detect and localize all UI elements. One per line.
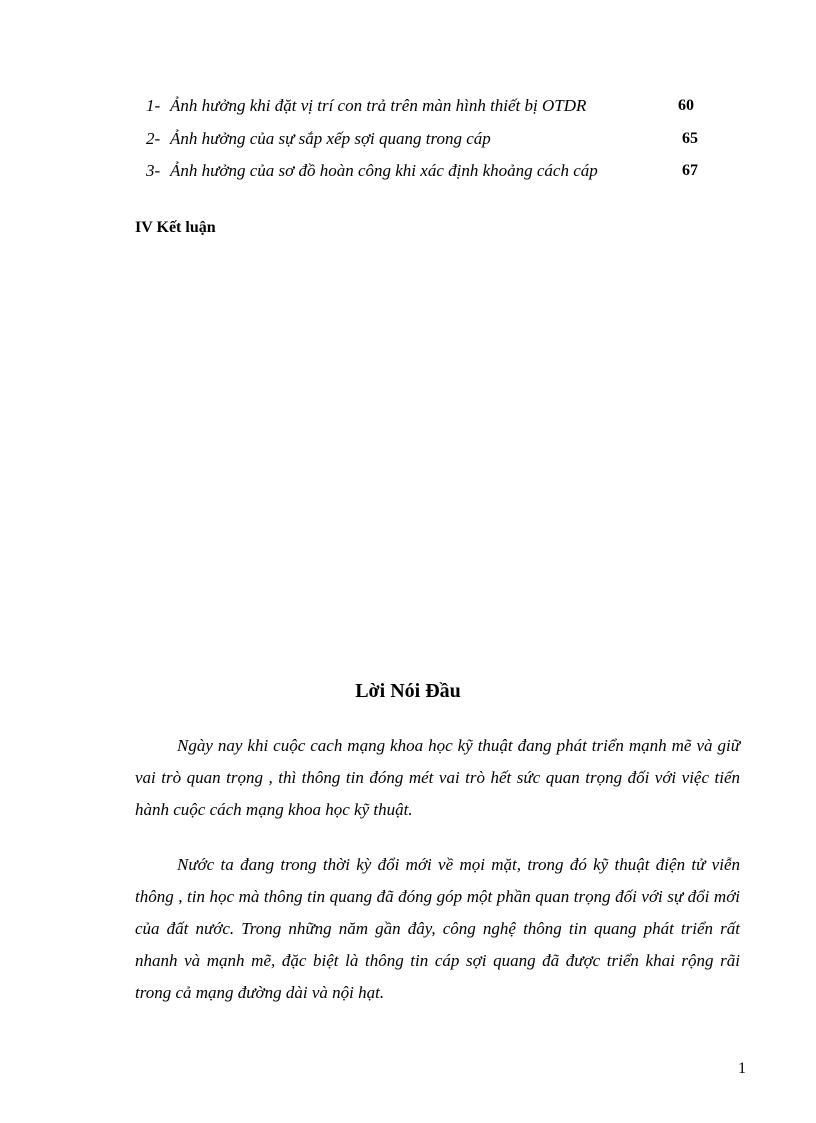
toc-item-number: 1-: [146, 96, 161, 115]
section-title: IV Kết luận: [135, 219, 216, 236]
toc-item: [146, 94, 706, 118]
toc-item-page: 67: [682, 162, 698, 179]
toc-item-number: 2-: [146, 129, 161, 148]
toc-item: [146, 159, 706, 183]
toc-item-text: Ảnh hưởng khi đặt vị trí con trả trên màn hình thiết bị OTDR: [170, 96, 587, 115]
toc-item-page: 60: [678, 97, 694, 114]
preface-paragraph: Ngày nay khi cuộc cach mạng khoa học kỹ thuật đang phát triển mạnh mẽ và giữ vai trò quan trọng , thì thông tin đóng mét vai trò hết sức quan trọng đối với việc tiến hành cuộc cách mạng khoa học kỹ thuật.: [135, 736, 740, 819]
toc-item: [146, 127, 706, 151]
toc-item-text: Ảnh hưởng của sơ đồ hoàn công khi xác định khoảng cách cáp: [170, 161, 598, 180]
preface-paragraph: Nước ta đang trong thời kỳ đổi mới về mọi mặt, trong đó kỹ thuật điện tử viễn thông , tin học mà thông tin quang đã đóng góp một phần quan trọng đối với sự đổi mới của đất nước. Trong những năm gần đây, công nghệ thông tin quang phát triển rất nhanh và mạnh mẽ, đặc biệt là thông tin cáp sợi quang đã được triển khai rộng rãi trong cả mạng đường dài và nội hạt.: [135, 855, 740, 1002]
page-number: 1: [738, 1060, 746, 1077]
preface-title: Lời Nói Đầu: [355, 680, 461, 702]
toc-item-text: Ảnh hưởng của sự sắp xếp sợi quang trong cáp: [170, 129, 491, 148]
toc-item-page: 65: [682, 130, 698, 147]
toc-item-number: 3-: [146, 161, 161, 180]
